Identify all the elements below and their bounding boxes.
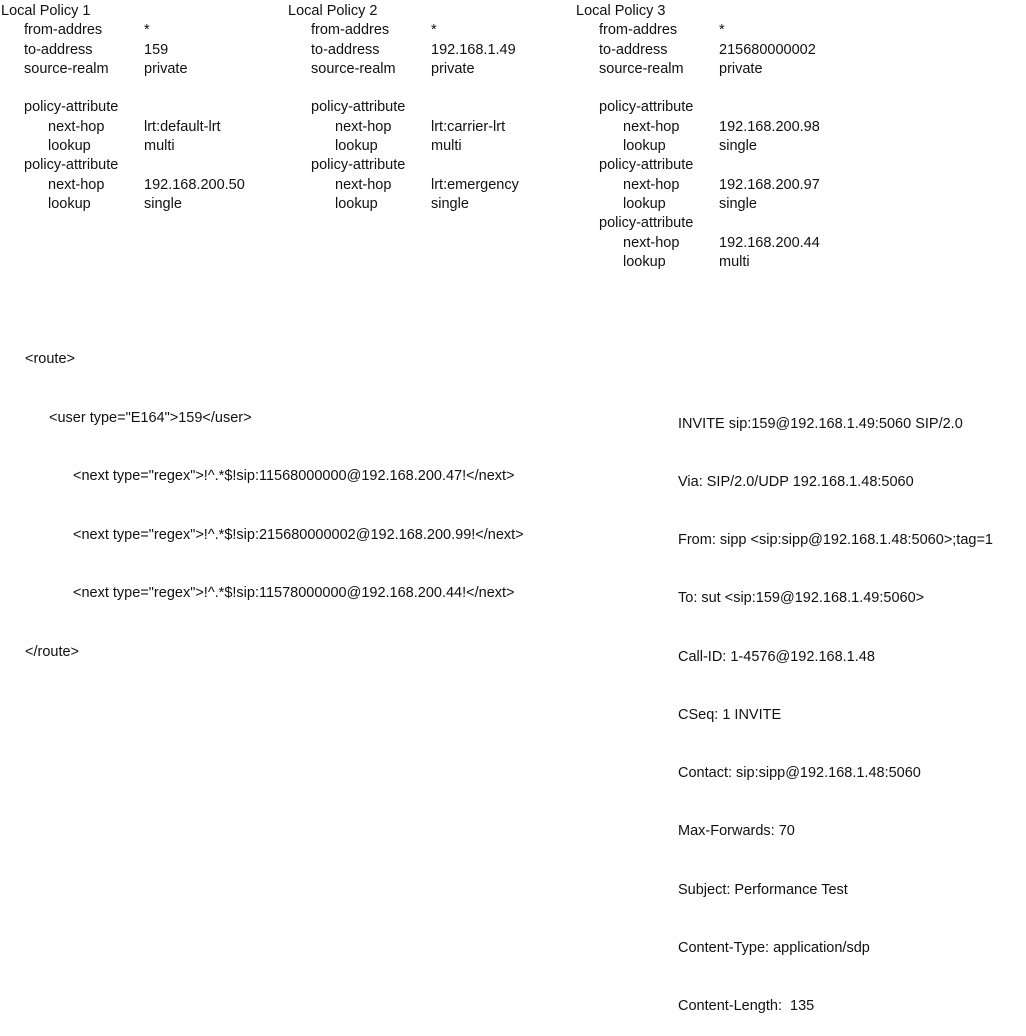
attribute-row [576,195,820,214]
field-row [576,41,820,60]
field-key: to-address [599,41,668,58]
policy-title: Local Policy 2 [288,3,378,19]
field-value: * [144,22,150,39]
attribute-value: single [719,138,757,155]
attribute-value: lrt:carrier-lrt [431,118,506,135]
sip-line: Max-Forwards: 70 [678,823,795,840]
attribute-row [576,234,820,253]
field-value: * [719,22,725,39]
sip-line: CSeq: 1 INVITE [678,706,782,723]
local-policy-2 [288,2,519,214]
sip-line: To: sut <sip:159@192.168.1.49:5060> [678,590,925,607]
attribute-key: next-hop [48,176,105,193]
attribute-value: 192.168.200.97 [719,176,820,193]
attribute-value: single [431,195,469,212]
sip-line: Call-ID: 1-4576@192.168.1.48 [678,648,875,665]
attribute-key: next-hop [335,176,392,193]
field-row [288,21,519,40]
attribute-row [288,137,519,156]
attribute-row [576,253,820,272]
attribute-row [288,176,519,195]
policy-attribute-label: policy-attribute [311,157,406,174]
route-close-tag: </route> [25,643,80,660]
route-user-line: <user type="E164">159</user> [49,409,252,426]
route-next-line: <next type="regex">!^.*$!sip:215680000002@192.168.200.99!</next> [73,526,524,543]
field-row [1,41,245,60]
attribute-value: lrt:default-lrt [144,118,221,135]
attribute-value: 192.168.200.44 [719,234,820,251]
sip-line: From: sipp <sip:sipp@192.168.1.48:5060>;tag=1 [678,532,993,549]
sip-line: INVITE sip:159@192.168.1.49:5060 SIP/2.0 [678,415,963,432]
spacer [576,79,820,98]
attribute-row [1,137,245,156]
attribute-value: multi [431,138,462,155]
policy-attribute-label: policy-attribute [24,157,119,174]
attribute-value: multi [719,253,750,270]
route-next-line: <next type="regex">!^.*$!sip:11578000000@192.168.200.44!</next> [73,585,515,601]
sip-line: Content-Type: application/sdp [678,939,870,956]
attribute-key: next-hop [48,118,105,135]
field-key: to-address [311,41,380,58]
field-key: source-realm [311,60,396,77]
attribute-key: lookup [623,253,666,270]
route-xml-block [25,311,524,682]
field-value: private [144,60,188,77]
field-value: 192.168.1.49 [431,41,516,58]
field-value: * [431,22,437,39]
attribute-value: lrt:emergency [431,176,519,193]
policy-attribute-label: policy-attribute [599,99,694,116]
policy-attribute-label: policy-attribute [24,99,119,116]
field-key: from-addres [599,22,678,39]
field-row [288,41,519,60]
policy-title: Local Policy 3 [576,3,666,19]
attribute-key: lookup [48,195,91,212]
attribute-row [288,118,519,137]
attribute-key: lookup [335,195,378,212]
local-policy-3 [576,2,820,272]
spacer [1,79,245,98]
sip-line: Contact: sip:sipp@192.168.1.48:5060 [678,765,921,782]
field-key: from-addres [24,22,103,39]
sip-line: Subject: Performance Test [678,881,848,898]
field-value: private [719,60,763,77]
attribute-key: next-hop [623,176,680,193]
policy-attribute-label: policy-attribute [599,157,694,174]
attribute-value: single [144,195,182,212]
route-next-line: <next type="regex">!^.*$!sip:11568000000@192.168.200.47!</next> [73,468,515,484]
attribute-row [576,137,820,156]
sip-invite-message [678,376,1026,1036]
policy-title: Local Policy 1 [1,3,91,19]
attribute-key: lookup [623,138,666,155]
attribute-value: 192.168.200.98 [719,118,820,135]
route-open-tag: <route> [25,351,75,367]
attribute-row [288,195,519,214]
attribute-value: single [719,195,757,212]
field-row [288,60,519,79]
field-row [1,60,245,79]
attribute-key: lookup [48,138,91,155]
field-value: 159 [144,41,169,58]
field-value: private [431,60,475,77]
field-row [576,60,820,79]
sip-line: Content-Length: 135 [678,998,815,1014]
field-value: 215680000002 [719,41,816,58]
attribute-key: next-hop [623,118,680,135]
attribute-row [576,176,820,195]
field-key: source-realm [24,60,109,77]
attribute-key: lookup [623,195,666,212]
attribute-row [1,176,245,195]
attribute-value: multi [144,138,175,155]
attribute-row [1,118,245,137]
field-row [1,21,245,40]
attribute-row [1,195,245,214]
local-policy-1 [1,2,245,214]
field-key: to-address [24,41,93,58]
field-row [576,21,820,40]
policy-attribute-label: policy-attribute [311,99,406,116]
spacer [288,79,519,98]
sip-line: Via: SIP/2.0/UDP 192.168.1.48:5060 [678,474,914,491]
attribute-value: 192.168.200.50 [144,176,245,193]
field-key: from-addres [311,22,390,39]
field-key: source-realm [599,60,684,77]
attribute-key: lookup [335,138,378,155]
attribute-key: next-hop [623,234,680,251]
policy-attribute-label: policy-attribute [599,215,694,232]
attribute-row [576,118,820,137]
attribute-key: next-hop [335,118,392,135]
